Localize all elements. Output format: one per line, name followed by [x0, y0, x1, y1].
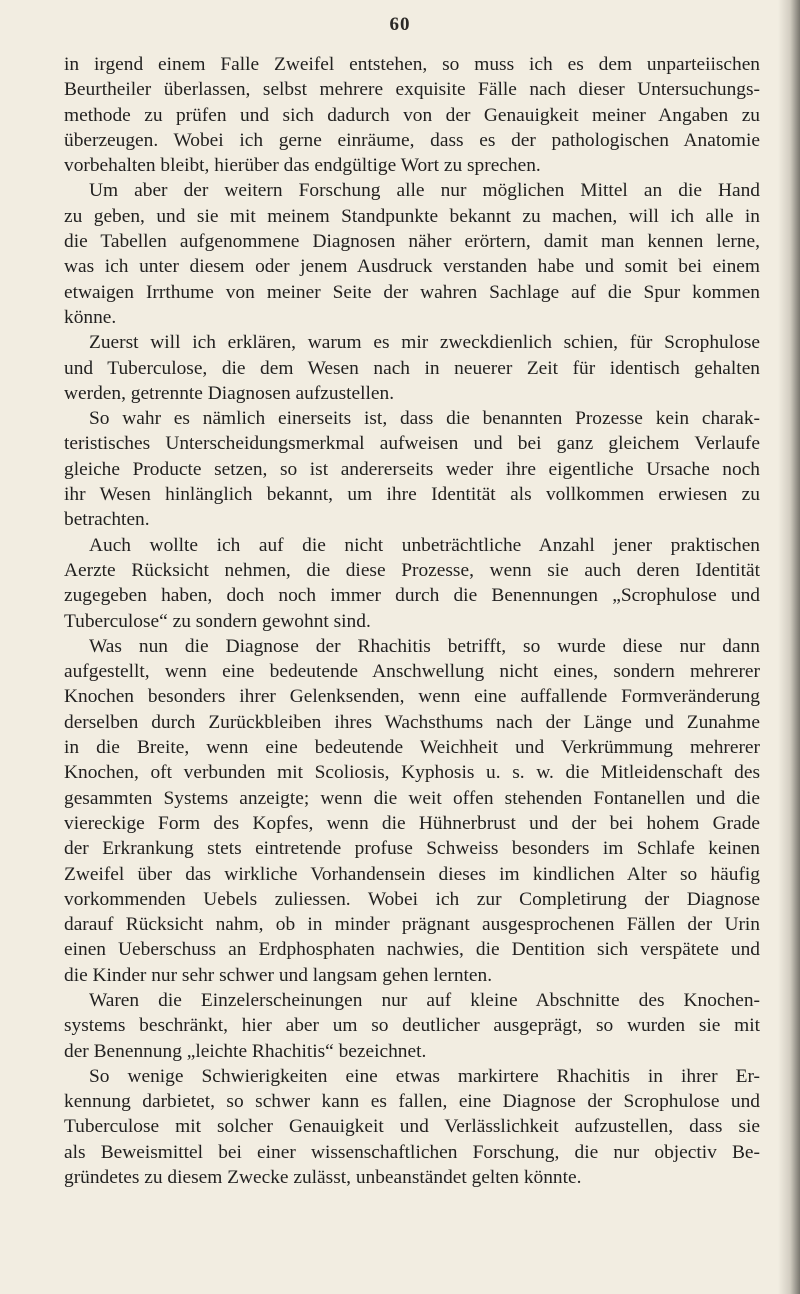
- text-line: überzeugen. Wobei ich gerne einräume, dass es der pathologischen Anatomie: [64, 129, 760, 151]
- text-line: in irgend einem Falle Zweifel entstehen, so muss ich es dem unparteiischen: [64, 54, 760, 75]
- text-line: Tuberculose“ zu sondern gewohnt sind.: [64, 610, 371, 632]
- text-line: Zweifel über das wirkliche Vorhandensein dieses im kindlichen Alter so häufig: [64, 863, 760, 885]
- body-text: [64, 52, 760, 1190]
- text-line: Tuberculose mit solcher Genauigkeit und Verlässlichkeit aufzustellen, dass sie: [64, 1116, 760, 1138]
- text-line: Zuerst will ich erklären, warum es mir zweckdienlich schien, für Scrophulose: [89, 332, 760, 354]
- text-line: kennung darbietet, so schwer kann es fallen, eine Diagnose der Scrophulose und: [64, 1091, 760, 1113]
- text-line: könne.: [64, 306, 117, 328]
- text-line: Knochen, oft verbunden mit Scoliosis, Kyphosis u. s. w. die Mitleidenschaft des: [64, 762, 760, 784]
- text-line: derselben durch Zurückbleiben ihres Wachsthums nach der Länge und Zunahme: [64, 711, 760, 733]
- text-line: Knochen besonders ihrer Gelenksenden, wenn eine auffallende Formveränderung: [64, 686, 760, 708]
- text-line: Um aber der weitern Forschung alle nur möglichen Mittel an die Hand: [89, 180, 760, 202]
- text-line: betrachten.: [64, 509, 150, 531]
- text-line: gleiche Producte setzen, so ist andererseits weder ihre eigentliche Ursache noch: [64, 458, 760, 480]
- text-line: der Erkrankung stets eintretende profuse Schweiss besonders im Schlafe keinen: [64, 838, 760, 860]
- text-line: gründetes zu diesem Zwecke zulässt, unbeanständet gelten könnte.: [64, 1167, 582, 1189]
- text-line: die Tabellen aufgenommene Diagnosen näher erörtern, damit man kennen lerne,: [64, 231, 760, 253]
- text-line: methode zu prüfen und sich dadurch von der Genauigkeit meiner Angaben zu: [64, 104, 760, 126]
- text-line: teristisches Unterscheidungsmerkmal aufweisen und bei ganz gleichem Verlaufe: [64, 433, 760, 455]
- text-line: zugegeben haben, doch noch immer durch die Benennungen „Scrophulose und: [64, 585, 760, 607]
- text-line: ihr Wesen hinlänglich bekannt, um ihre Identität als vollkommen erwiesen zu: [64, 484, 760, 506]
- text-line: Was nun die Diagnose der Rhachitis betrifft, so wurde diese nur dann: [89, 635, 760, 657]
- text-line: gesammten Systems anzeigte; wenn die weit offen stehenden Fontanellen und die: [64, 787, 760, 809]
- text-line: als Beweismittel bei einer wissenschaftlichen Forschung, die nur objectiv Be-: [64, 1141, 760, 1163]
- text-line: So wahr es nämlich einerseits ist, dass die benannten Prozesse kein charak-: [89, 408, 760, 430]
- page-edge-shadow: [778, 0, 800, 1294]
- text-line: vorkommenden Uebels zuliessen. Wobei ich zur Completirung der Diagnose: [64, 888, 760, 910]
- text-line: einen Ueberschuss an Erdphosphaten nachwies, die Dentition sich verspätete und: [64, 939, 760, 961]
- text-line: aufgestellt, wenn eine bedeutende Anschwellung nicht eines, sondern mehrerer: [64, 661, 760, 683]
- text-line: Waren die Einzelerscheinungen nur auf kleine Abschnitte des Knochen-: [89, 989, 760, 1011]
- text-line: systems beschränkt, hier aber um so deutlicher ausgeprägt, so wurden sie mit: [64, 1015, 760, 1037]
- text-line: etwaigen Irrthume von meiner Seite der wahren Sachlage auf die Spur kommen: [64, 281, 760, 303]
- text-line: in die Breite, wenn eine bedeutende Weichheit und Verkrümmung mehrerer: [64, 737, 760, 759]
- text-line: Auch wollte ich auf die nicht unbeträchtliche Anzahl jener praktischen: [89, 534, 760, 556]
- text-line: Aerzte Rücksicht nehmen, die diese Prozesse, wenn sie auch deren Identität: [64, 559, 760, 581]
- text-line: So wenige Schwierigkeiten eine etwas markirtere Rhachitis in ihrer Er-: [89, 1065, 760, 1087]
- text-line: der Benennung „leichte Rhachitis“ bezeichnet.: [64, 1040, 427, 1062]
- text-line: und Tuberculose, die dem Wesen nach in neuerer Zeit für identisch gehalten: [64, 357, 760, 379]
- text-line: die Kinder nur sehr schwer und langsam gehen lernten.: [64, 964, 493, 986]
- text-line: was ich unter diesem oder jenem Ausdruck verstanden habe und somit bei einem: [64, 256, 760, 278]
- text-line: Beurtheiler überlassen, selbst mehrere exquisite Fälle nach dieser Untersuchungs-: [64, 79, 760, 101]
- page-number: 60: [389, 14, 411, 35]
- text-line: werden, getrennte Diagnosen aufzustellen.: [64, 382, 395, 404]
- text-line: viereckige Form des Kopfes, wenn die Hühnerbrust und der bei hohem Grade: [64, 812, 760, 834]
- text-line: vorbehalten bleibt, hierüber das endgültige Wort zu sprechen.: [64, 155, 541, 177]
- text-line: zu geben, und sie mit meinem Standpunkte bekannt zu machen, will ich alle in: [64, 205, 760, 227]
- text-line: darauf Rücksicht nahm, ob in minder prägnant ausgesprochenen Fällen der Urin: [64, 914, 760, 936]
